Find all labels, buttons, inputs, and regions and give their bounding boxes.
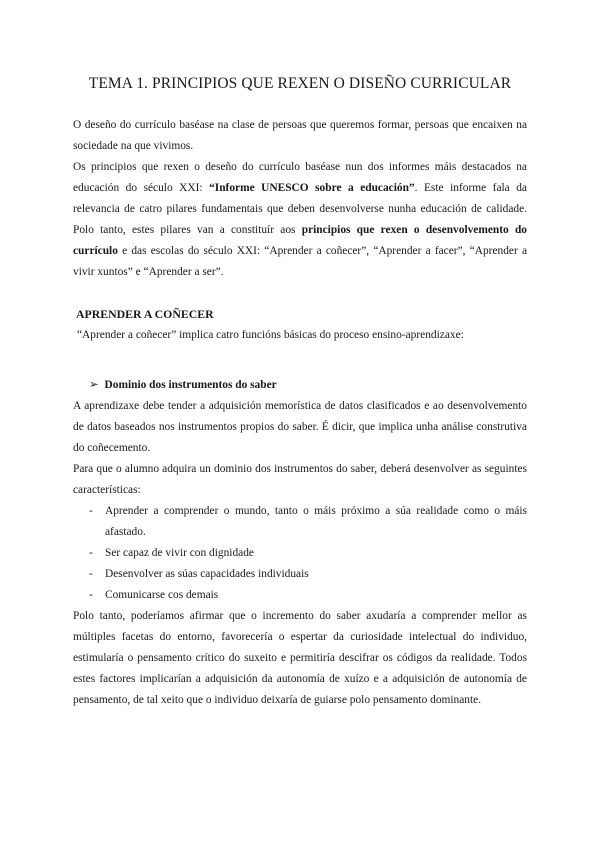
list-item bbox=[73, 543, 527, 564]
list-item-text: Comunicarse cos demais bbox=[105, 589, 219, 601]
list-item-text: Aprender a comprender o mundo, tanto o máis próximo a súa realidade como o máis afastado. bbox=[105, 505, 527, 538]
subheading bbox=[89, 375, 527, 396]
paragraph-learning: A aprendizaxe debe tender a adquisición memorística de datos clasificados e ao desenvolvemento de datos baseados nos instrumentos propios do saber. É dicir, que implica unha análise construtiva do coñecemento. bbox=[73, 400, 527, 454]
document-page bbox=[73, 72, 527, 711]
dash-bullet: - bbox=[89, 547, 93, 559]
paragraph-principles-part1: Os principios que rexen o deseño do currículo baséase nun dos informes máis destacados na educación do século XXI: bbox=[73, 161, 527, 194]
section-intro: “Aprender a coñecer” implica catro funcións básicas do proceso ensino-aprendizaxe: bbox=[77, 329, 464, 341]
section-heading: APRENDER A COÑECER bbox=[76, 307, 214, 321]
dash-bullet: - bbox=[89, 589, 93, 601]
paragraph-principles-part2: . Este informe fala da relevancia de catro pilares fundamentais que deben desenvolverse nunha educación de calidade. Polo tanto, estes pilares van a constituír aos bbox=[73, 182, 527, 236]
page-title: TEMA 1. PRINCIPIOS QUE REXEN O DISEÑO CURRICULAR bbox=[88, 75, 512, 92]
list-item-text: Ser capaz de vivir con dignidade bbox=[105, 547, 254, 559]
dash-bullet: - bbox=[89, 505, 93, 517]
list-item bbox=[73, 501, 527, 543]
characteristics-list bbox=[73, 501, 527, 606]
list-item bbox=[73, 585, 527, 606]
subheading-text: Dominio dos instrumentos do saber bbox=[104, 379, 277, 391]
paragraph-principles-part3: e das escolas do século XXI: “Aprender a coñecer”, “Aprender a facer”, “Aprender a vivir xuntos” e “Aprender a ser”. bbox=[73, 245, 527, 278]
paragraph-principles bbox=[73, 157, 527, 283]
arrow-bullet-icon: ➢ bbox=[89, 379, 99, 391]
list-item bbox=[73, 564, 527, 585]
principles-bold: principios que rexen o desenvolvemento do currículo bbox=[73, 224, 527, 257]
unesco-report-bold: “Informe UNESCO sobre a educación” bbox=[209, 182, 415, 194]
dash-bullet: - bbox=[89, 568, 93, 580]
paragraph-conclusion: Polo tanto, poderíamos afirmar que o incremento do saber axudaría a comprender mellor as múltiples facetas do entorno, favorecería o espertar da curiosidade intelectual do individuo, estimularía o pensamento crítico do suxeito e permitiría descifrar os códigos da realidade. Todos estes factores implicarían a adquisición da autonomía de xuízo e a adquisición de autonomía de pensamento, de tal xeito que o individuo deixaría de guiarse polo pensamento dominante. bbox=[73, 610, 527, 706]
list-item-text: Desenvolver as súas capacidades individuais bbox=[105, 568, 309, 580]
paragraph-intro: O deseño do currículo baséase na clase de persoas que queremos formar, persoas que encaixen na sociedade na que vivimos. bbox=[73, 119, 527, 152]
paragraph-characteristics: Para que o alumno adquira un dominio dos instrumentos do saber, deberá desenvolver as seguintes características: bbox=[73, 463, 527, 496]
